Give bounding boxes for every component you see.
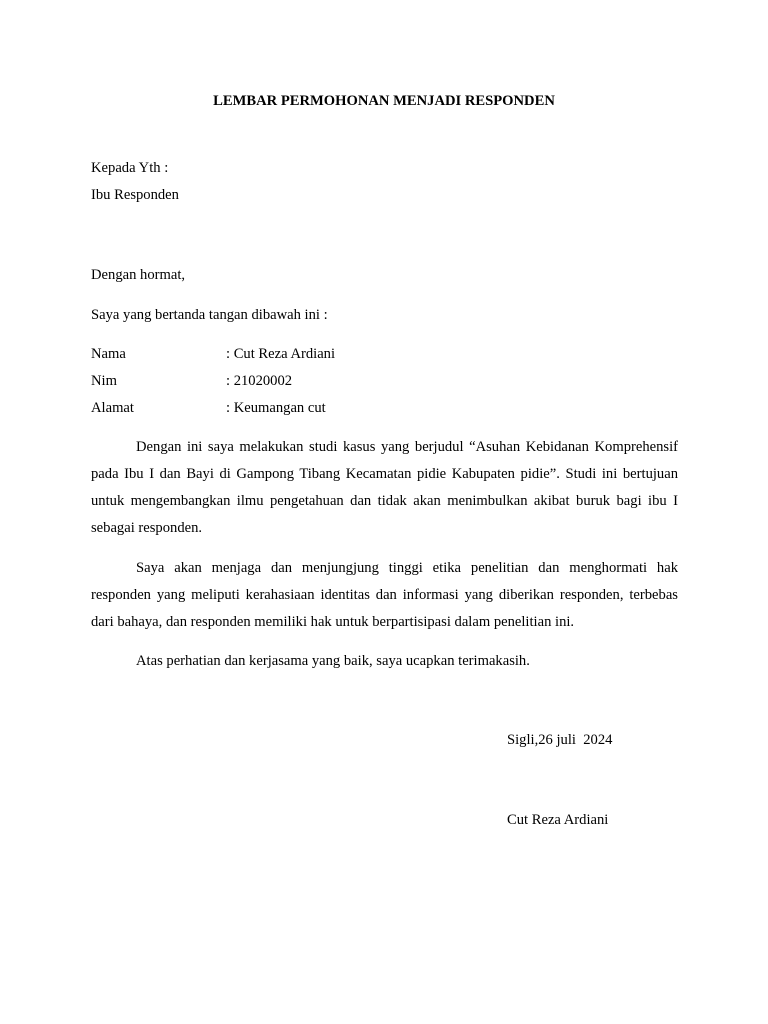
paragraph-closing: Atas perhatian dan kerjasama yang baik, saya ucapkan terimakasih.	[136, 653, 530, 669]
place-date: Sigli,26 juli 2024	[507, 732, 613, 748]
field-label-nama: Nama	[91, 346, 126, 362]
field-value-alamat: : Keumangan cut	[226, 400, 326, 416]
field-value-nama: : Cut Reza Ardiani	[226, 346, 336, 362]
paragraph-study: Dengan ini saya melakukan studi kasus yang berjudul “Asuhan Kebidanan Komprehensif pada Ibu I dan Bayi di Gampong Tibang Kecamatan pidie Kabupaten pidie”. Studi ini bertujuan untuk mengembangkan ilmu pengetahuan dan tidak akan menimbulkan akibat buruk bagi ibu I sebagai responden.	[91, 439, 678, 536]
paragraph-ethics: Saya akan menjaga dan menjungjung tinggi etika penelitian dan menghormati hak responden yang meliputi kerahasiaan identitas dan informasi yang diberikan responden, terbebas dari bahaya, dan responden memiliki hak untuk berpartisipasi dalam penelitian ini.	[91, 560, 678, 630]
recipient-line-2: Ibu Responden	[91, 187, 179, 203]
greeting: Dengan hormat,	[91, 267, 186, 283]
signatory-name: Cut Reza Ardiani	[507, 812, 609, 828]
document-title: LEMBAR PERMOHONAN MENJADI RESPONDEN	[213, 93, 555, 109]
recipient-line-1: Kepada Yth :	[91, 160, 169, 176]
field-label-alamat: Alamat	[91, 400, 134, 416]
field-label-nim: Nim	[91, 373, 117, 389]
field-value-nim: : 21020002	[226, 373, 293, 389]
intro-line: Saya yang bertanda tangan dibawah ini :	[91, 307, 328, 323]
